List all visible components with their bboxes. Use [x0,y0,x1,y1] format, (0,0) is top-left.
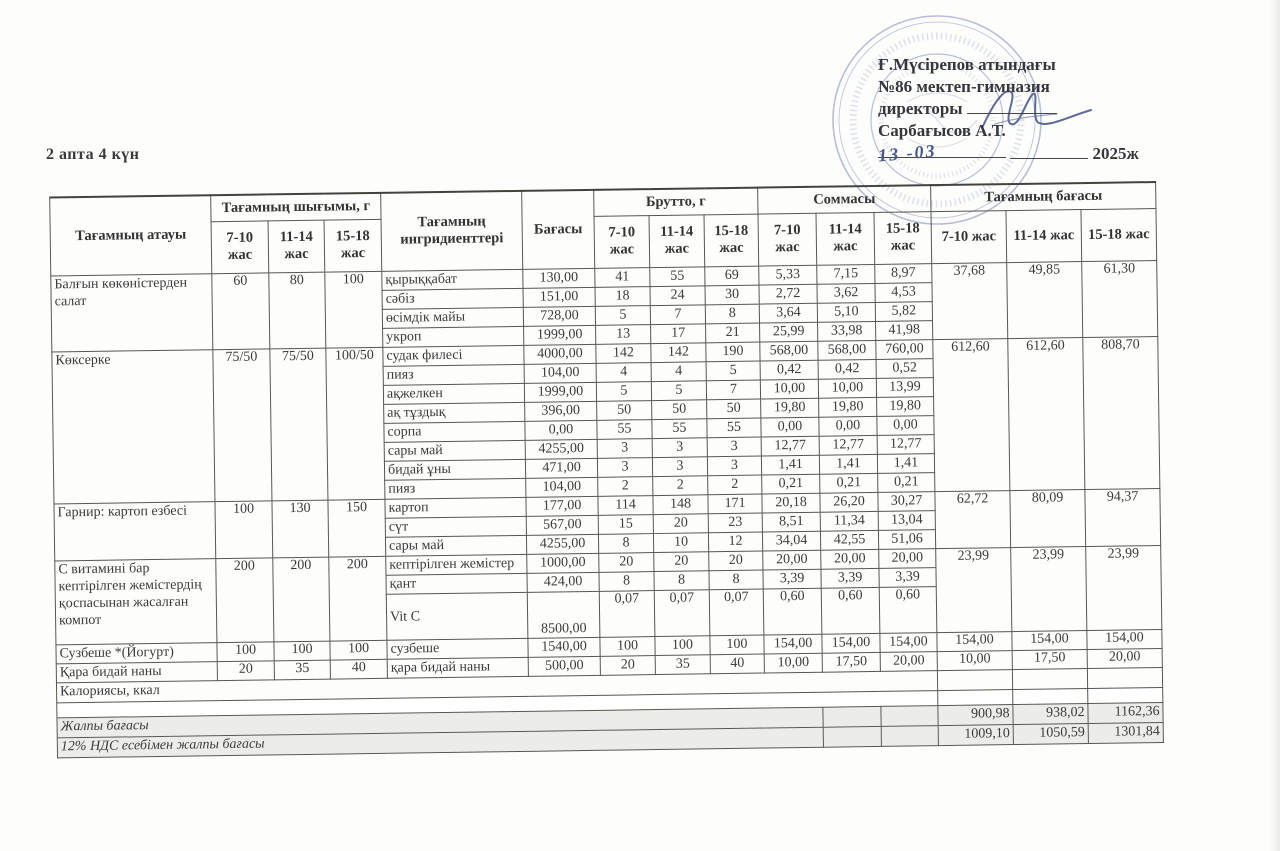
brutto-cell-age1: 0,07 [599,590,655,637]
dish-price-cell-age2: 49,85 [1007,261,1083,338]
dish-output-cell-age3: 150 [328,499,386,557]
dish-name-cell: С витамині бар кептірілген жемістердің қоспасынан жасалған компот [55,558,217,644]
brutto-cell-age2: 3 [652,437,707,457]
ingredient-price-cell: 4255,00 [525,439,597,459]
signature-line [967,98,1057,114]
ingredient-cell: қант [386,573,527,594]
sum-cell-age2: 33,98 [818,321,876,341]
header-output-age3: 15-18 жас [324,219,382,272]
dish-output-cell-age1: 100 [215,500,273,558]
sum-cell-age3: 1,41 [877,453,934,473]
header-dishprice-age2: 11-14 жас [1006,209,1082,262]
menu-sheet [49,181,1164,758]
header-sum-age3: 15-18 жас [874,211,932,264]
header-output-group: Тағамның шығымы, г [211,193,381,221]
sum-cell-age2: 19,80 [819,397,877,417]
brutto-cell-age2: 35 [655,654,710,674]
approval-line-3: директоры [878,98,1208,120]
brutto-cell-age3: 171 [708,494,762,514]
sum-cell-age1: 3,64 [759,303,817,323]
sum-cell-age1: 20,00 [763,550,821,570]
ingredient-price-cell: 424,00 [527,572,599,592]
menu-table [49,181,1164,758]
dish-price-cell-age1: 10,00 [937,650,1012,670]
sum-cell-age3: 30,27 [878,491,935,511]
dish-output-cell-age3: 100 [330,640,387,660]
brutto-cell-age1: 55 [597,419,652,439]
brutto-cell-age3: 55 [707,418,761,438]
ingredient-cell: Vit C [386,592,528,640]
sum-cell-age2: 10,00 [818,378,876,398]
header-sum-group: Соммасы [758,185,931,213]
dish-output-cell-age1: 100 [217,641,274,661]
ingredient-cell: судак филесі [383,345,524,366]
ingredient-cell: қырыққабат [382,269,523,290]
ingredient-price-cell: 4000,00 [524,344,596,364]
sum-cell-age2: 20,00 [821,549,879,569]
approval-line-2: №86 мектеп-гимназия [878,77,1050,96]
header-sum-age1: 7-10 жас [758,213,817,266]
ingredient-cell: картоп [385,497,526,518]
sum-cell-age2: 5,10 [817,302,875,322]
brutto-cell-age2: 148 [653,494,708,514]
brutto-cell-age2: 50 [652,399,707,419]
sum-cell-age2: 12,77 [819,435,877,455]
brutto-cell-age2: 20 [653,513,708,533]
brutto-cell-age2: 142 [651,342,706,362]
brutto-cell-age1: 2 [598,476,653,496]
sum-cell-age2: 42,55 [820,530,878,550]
brutto-cell-age3: 100 [710,635,764,655]
dish-name-cell: Сузбеше *(Йогурт) [56,642,217,663]
header-ingredients: Тағамның ингридиенттері [381,191,523,271]
brutto-cell-age2: 7 [650,304,705,324]
header-dish-name: Тағамның атауы [50,195,212,275]
brutto-cell-age3: 50 [707,399,761,419]
sum-cell-age1: 19,80 [761,398,819,418]
ingredient-price-cell: 1999,00 [524,382,596,402]
ingredient-cell: қара бидай наны [387,657,528,678]
approval-line-1: Ғ.Мүсірепов атындағы [878,55,1056,74]
ingredient-cell: ақ тұздық [384,402,525,423]
ingredient-price-cell: 151,00 [523,287,595,307]
dish-price-cell-age3: 23,99 [1086,545,1162,630]
total-value-age3: 1162,36 [1088,702,1163,723]
total-label: Жалпы бағасы [57,707,823,738]
sum-cell-age3: 20,00 [879,548,936,568]
brutto-cell-age3: 12 [708,532,762,552]
sum-cell-age3: 12,77 [877,434,934,454]
brutto-cell-age3: 23 [708,513,762,533]
sum-cell-age3: 0,52 [876,358,933,378]
brutto-cell-age1: 15 [598,514,653,534]
ingredient-price-cell: 8500,00 [527,591,600,638]
sum-cell-age3: 8,97 [875,263,932,283]
dish-price-cell-age2: 80,09 [1010,489,1086,547]
ingredient-price-cell: 177,00 [526,496,598,516]
brutto-cell-age2: 2 [653,475,708,495]
brutto-cell-age2: 55 [652,418,707,438]
header-brutto-age1: 7-10 жас [594,215,650,268]
brutto-cell-age1: 114 [598,495,653,515]
ingredient-price-cell: 104,00 [524,363,596,383]
sum-cell-age3: 20,00 [880,651,937,671]
dish-name-cell: Көксерке [52,349,215,503]
brutto-cell-age1: 20 [600,655,655,675]
brutto-cell-age3: 30 [705,285,759,305]
sum-cell-age1: 20,18 [762,493,820,513]
brutto-cell-age1: 8 [599,571,654,591]
brutto-cell-age3: 8 [705,304,759,324]
sum-cell-age3: 19,80 [877,396,934,416]
vat-value-age1: 1009,10 [938,724,1013,745]
dish-output-cell-age3: 40 [330,659,387,679]
brutto-cell-age2: 4 [651,361,706,381]
dish-output-cell-age2: 80 [269,272,326,349]
brutto-cell-age3: 3 [707,456,761,476]
dish-price-cell-age1: 23,99 [936,547,1012,632]
approval-year: 2025ж [1092,144,1139,163]
sum-cell-age3: 13,04 [878,510,935,530]
brutto-cell-age2: 10 [653,532,708,552]
sum-cell-age1: 10,00 [760,379,818,399]
header-brutto-group: Брутто, г [594,188,758,216]
vat-total-label: 12% НДС есебімен жалпы бағасы [57,727,823,758]
brutto-cell-age2: 5 [651,380,706,400]
dish-price-cell-age3: 61,30 [1082,260,1158,337]
header-output-age2: 11-14 жас [268,220,325,273]
dish-output-cell-age2: 200 [273,557,330,642]
brutto-cell-age3: 7 [706,380,760,400]
total-value-age1: 900,98 [938,704,1013,725]
week-day-label: 2 апта 4 күн [46,146,140,163]
brutto-cell-age3: 3 [707,437,761,457]
menu-table-body [51,260,1163,682]
sum-cell-age2: 568,00 [818,340,876,360]
brutto-cell-age1: 41 [595,267,650,287]
brutto-cell-age3: 20 [709,551,763,571]
ingredient-cell: сузбеше [387,638,528,659]
header-output-age1: 7-10 жас [211,220,269,273]
sum-cell-age3: 4,53 [875,282,932,302]
total-value-age2: 938,02 [1013,703,1088,724]
brutto-cell-age3: 0,07 [709,589,764,636]
ingredient-cell: бидай ұны [384,459,525,480]
sum-cell-age1: 3,39 [763,569,821,589]
header-dishprice-age3: 15-18 жас [1081,208,1157,261]
ingredient-price-cell: 1540,00 [528,637,600,657]
sum-cell-age2: 0,00 [819,416,877,436]
sum-cell-age3: 3,39 [879,567,936,587]
sum-cell-age2: 154,00 [822,633,880,653]
sum-cell-age1: 34,04 [762,531,820,551]
brutto-cell-age2: 100 [655,635,710,655]
brutto-cell-age2: 8 [654,570,709,590]
sum-cell-age3: 0,60 [879,586,937,633]
sum-cell-age2: 7,15 [817,264,875,284]
vat-value-age3: 1301,84 [1088,722,1163,743]
brutto-cell-age2: 17 [651,323,706,343]
dish-price-cell-age3: 808,70 [1083,336,1160,489]
sum-cell-age2: 11,34 [820,511,878,531]
sum-cell-age1: 12,77 [761,436,819,456]
dish-price-cell-age2: 17,50 [1012,649,1087,669]
brutto-cell-age3: 2 [708,475,762,495]
brutto-cell-age1: 5 [595,305,650,325]
sum-cell-age1: 5,33 [759,265,817,285]
brutto-cell-age1: 18 [595,286,650,306]
header-dishprice-age1: 7-10 жас [931,210,1007,263]
menu-table-footer [56,667,1163,757]
brutto-cell-age1: 20 [599,552,654,572]
dish-name-cell: Гарнир: картоп езбесі [54,501,216,560]
dish-price-cell-age1: 612,60 [933,338,1010,491]
sum-cell-age3: 0,21 [878,472,935,492]
dish-price-cell-age2: 154,00 [1012,630,1087,650]
approval-date-line [878,142,1208,165]
dish-price-cell-age1: 154,00 [937,631,1012,651]
sum-cell-age1: 10,00 [764,653,822,673]
brutto-cell-age2: 55 [650,266,705,286]
sum-cell-age3: 154,00 [880,632,937,652]
ingredient-cell: пияз [385,478,526,499]
brutto-cell-age2: 0,07 [654,589,710,636]
dish-output-cell-age3: 200 [329,556,387,641]
ingredient-price-cell: 500,00 [528,656,600,676]
dish-price-cell-age2: 612,60 [1008,337,1085,490]
brutto-cell-age1: 100 [600,636,655,656]
vat-value-age2: 1050,59 [1013,723,1088,744]
ingredient-price-cell: 1000,00 [527,553,599,573]
dish-name-cell: Қара бидай наны [56,661,217,682]
ingredient-price-cell: 0,00 [525,420,597,440]
sum-cell-age2: 0,60 [821,587,880,634]
header-brutto-age3: 15-18 жас [704,214,759,267]
sum-cell-age2: 1,41 [819,454,877,474]
brutto-cell-age2: 24 [650,285,705,305]
sum-cell-age1: 0,42 [760,360,818,380]
ingredient-cell: сорпа [384,421,525,442]
dish-output-cell-age3: 100 [325,271,383,348]
ingredient-cell: кептірілген жемістер [386,554,527,575]
dish-output-cell-age1: 20 [217,660,274,680]
ingredient-cell: сары май [385,535,526,556]
brutto-cell-age3: 21 [706,323,760,343]
ingredient-price-cell: 130,00 [523,268,595,288]
ingredient-cell: укроп [383,326,524,347]
ingredient-cell: сәбіз [382,288,523,309]
ingredient-price-cell: 728,00 [523,306,595,326]
dish-price-cell-age1: 62,72 [935,490,1011,548]
dish-output-cell-age1: 75/50 [213,348,272,501]
dish-price-cell-age3: 154,00 [1087,629,1162,649]
header-dish-price-group: Тағамның бағасы [931,182,1156,211]
ingredient-price-cell: 396,00 [525,401,597,421]
ingredient-cell: ақжелкен [383,383,524,404]
handwritten-date: 13 -03 [877,140,938,166]
approval-block [878,54,1208,165]
dish-output-cell-age2: 130 [272,500,329,558]
brutto-cell-age2: 20 [654,551,709,571]
ingredient-cell: өсімдік майы [382,307,523,328]
ingredient-price-cell: 567,00 [526,515,598,535]
sum-cell-age3: 760,00 [876,339,933,359]
dish-price-cell-age2: 23,99 [1011,546,1087,631]
brutto-cell-age1: 8 [598,533,653,553]
sum-cell-age2: 3,62 [817,283,875,303]
header-sum-age2: 11-14 жас [816,212,875,265]
sum-cell-age1: 568,00 [760,341,818,361]
dish-name-cell: Балғын көкөністерден салат [51,273,213,351]
ingredient-price-cell: 471,00 [525,458,597,478]
sum-cell-age3: 5,82 [875,301,932,321]
brutto-cell-age1: 3 [597,438,652,458]
header-price: Бағасы [522,190,595,269]
sum-cell-age1: 8,51 [762,512,820,532]
sum-cell-age1: 1,41 [761,455,819,475]
dish-output-cell-age2: 75/50 [270,348,328,501]
dish-output-cell-age2: 100 [274,641,330,661]
sum-cell-age2: 17,50 [822,652,880,672]
brutto-cell-age3: 190 [706,342,760,362]
dish-output-cell-age1: 60 [212,272,270,349]
ingredient-cell: пияз [383,364,524,385]
header-brutto-age2: 11-14 жас [649,214,705,267]
sum-cell-age1: 0,00 [761,417,819,437]
brutto-cell-age3: 8 [709,570,763,590]
calories-label: Калориясы, ккал [56,670,937,702]
brutto-cell-age3: 5 [706,361,760,381]
ingredient-price-cell: 1999,00 [524,325,596,345]
sum-cell-age2: 0,42 [818,359,876,379]
dish-output-cell-age3: 100/50 [326,347,385,500]
brutto-cell-age1: 3 [597,457,652,477]
sum-cell-age3: 0,00 [877,415,934,435]
sum-cell-age1: 0,21 [762,474,820,494]
dish-price-cell-age3: 20,00 [1087,648,1162,668]
sum-cell-age3: 41,98 [876,320,933,340]
dish-output-cell-age2: 35 [274,660,330,680]
ingredient-cell: сүт [385,516,526,537]
sum-cell-age1: 2,72 [759,284,817,304]
brutto-cell-age1: 4 [596,362,651,382]
sum-cell-age2: 3,39 [821,568,879,588]
sum-cell-age1: 154,00 [764,634,822,654]
ingredient-cell: сары май [384,440,525,461]
sum-cell-age1: 0,60 [763,588,822,635]
scan-edge-shadow [1270,0,1280,851]
sum-cell-age2: 0,21 [820,473,878,493]
brutto-cell-age1: 5 [596,381,651,401]
dish-price-cell-age1: 37,68 [932,262,1008,339]
brutto-cell-age1: 50 [597,400,652,420]
brutto-cell-age1: 13 [596,324,651,344]
sum-cell-age3: 13,99 [876,377,933,397]
brutto-cell-age2: 3 [652,456,707,476]
approval-line-4: Сарбағысов А.Т. [878,121,1006,140]
sum-cell-age1: 25,99 [760,322,818,342]
ingredient-price-cell: 4255,00 [526,534,598,554]
dish-output-cell-age1: 200 [216,557,274,642]
sum-cell-age3: 51,06 [878,529,935,549]
sum-cell-age2: 26,20 [820,492,878,512]
brutto-cell-age3: 40 [710,654,764,674]
ingredient-price-cell: 104,00 [526,477,598,497]
dish-price-cell-age3: 94,37 [1085,488,1161,546]
brutto-cell-age3: 69 [705,266,759,286]
brutto-cell-age1: 142 [596,343,651,363]
